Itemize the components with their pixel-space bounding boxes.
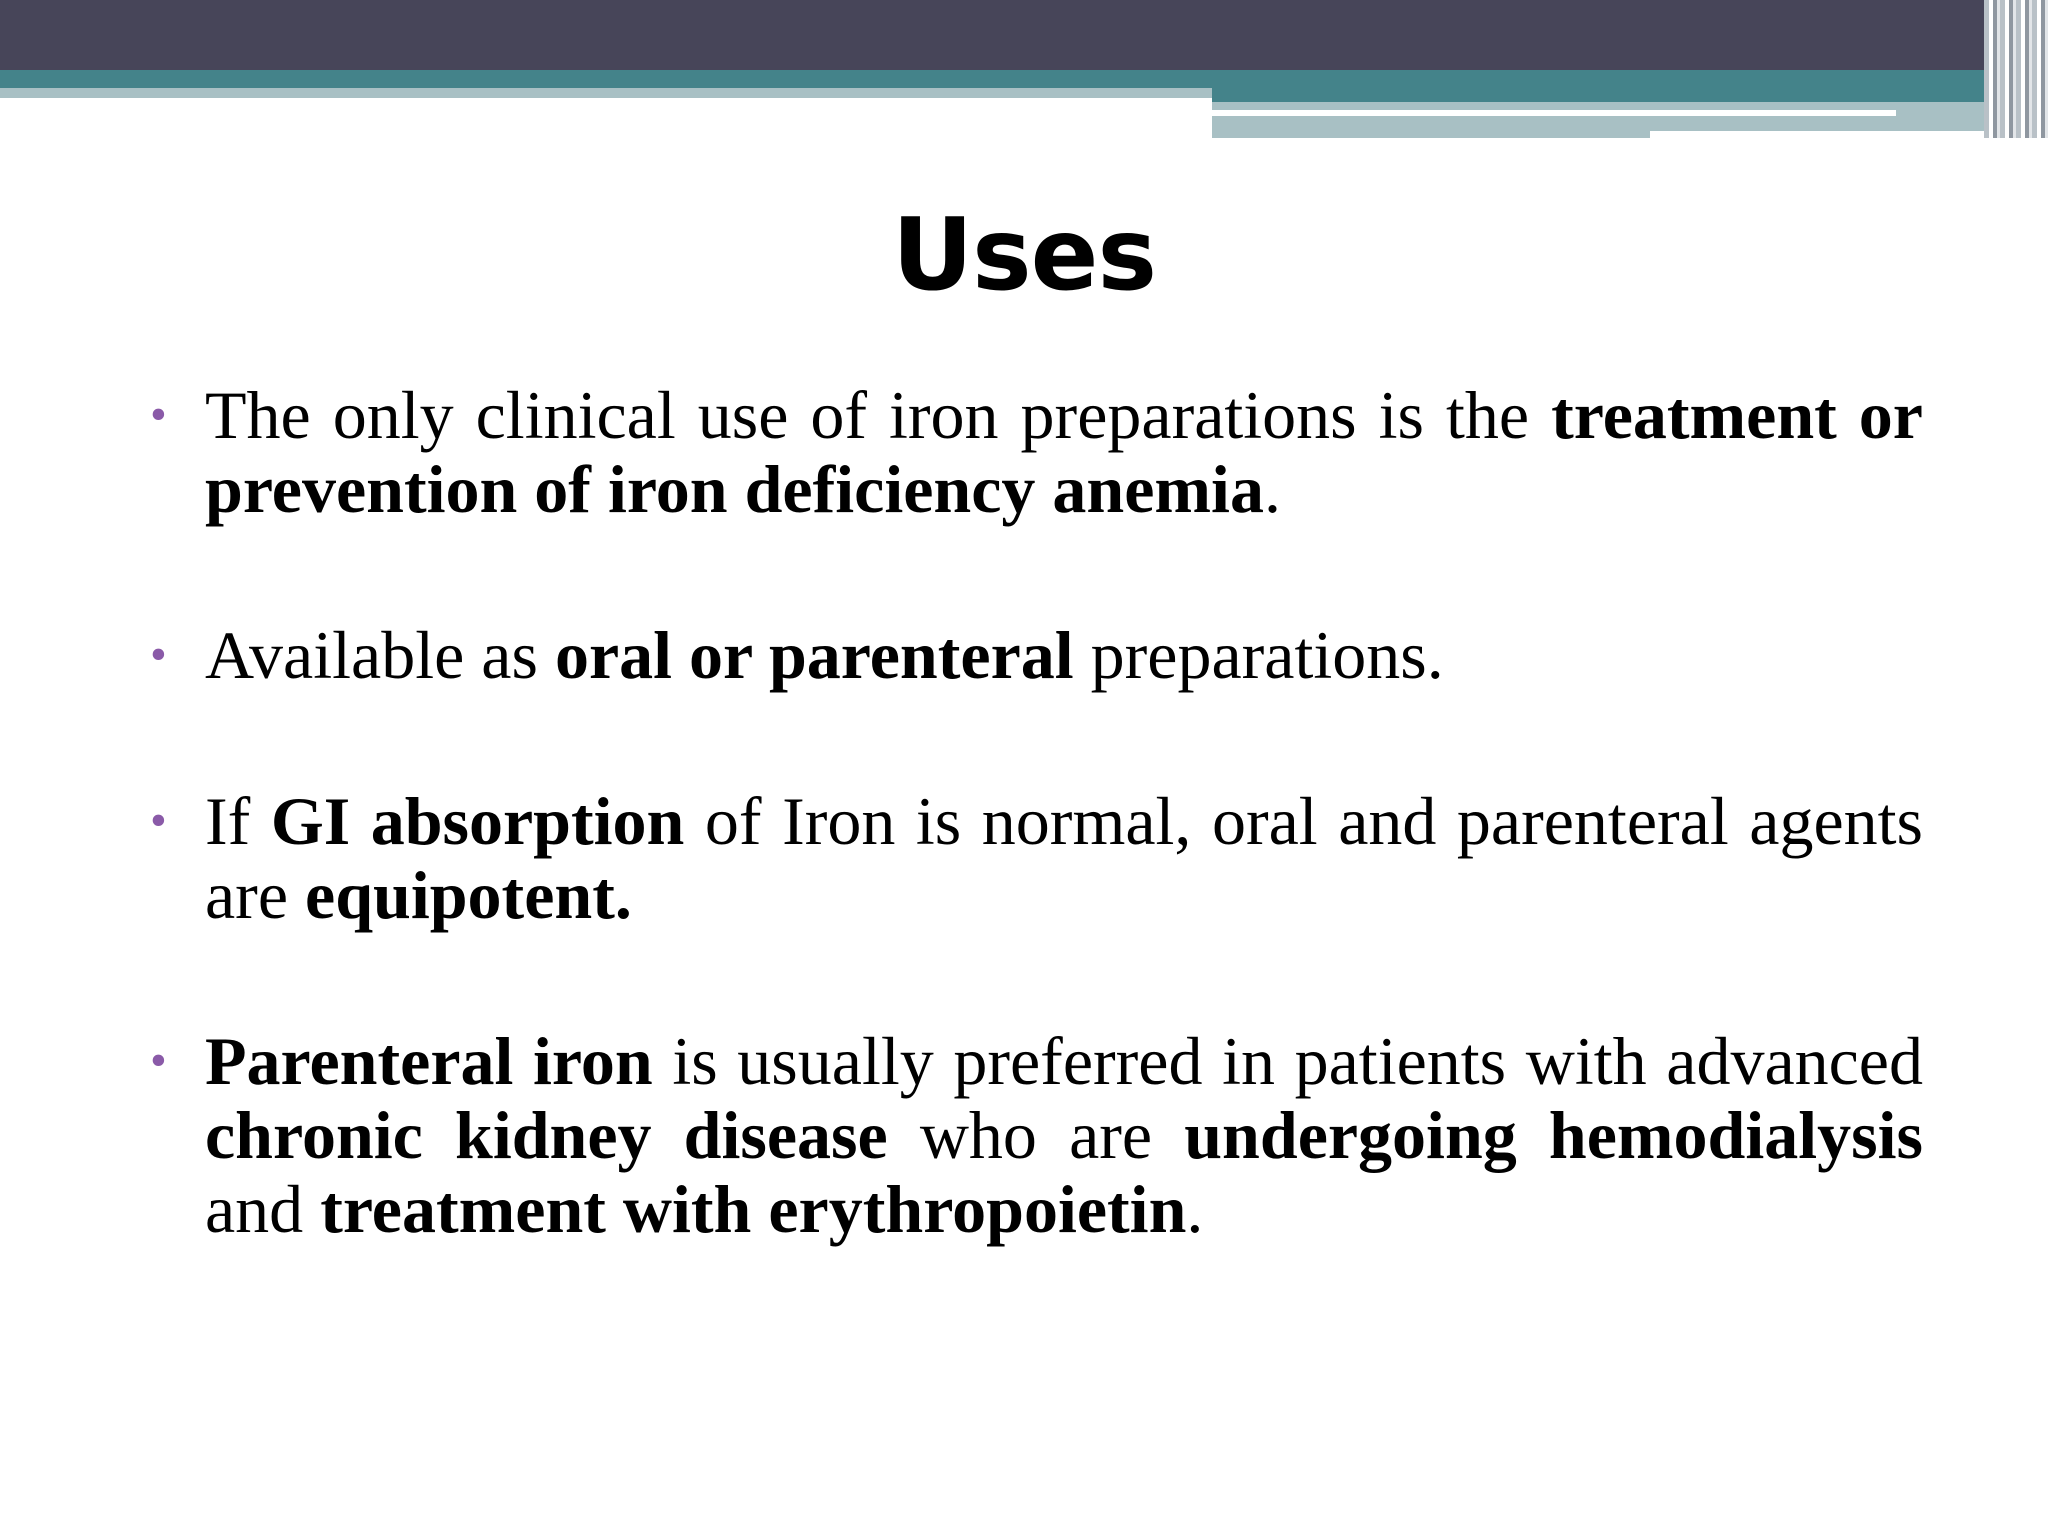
- bullet-item: [150, 783, 1923, 933]
- header-stripes-decoration: [1984, 0, 2048, 138]
- header-teal-bar-right: [1212, 88, 2048, 102]
- bullet-text: The only clinical use of iron preparations is the: [205, 377, 1552, 453]
- bullet-text-bold: oral or parenteral: [554, 617, 1074, 693]
- header-light-bar-left: [0, 88, 1212, 98]
- slide-title: Uses: [891, 196, 1157, 313]
- bullet-dot-icon: •: [150, 388, 167, 441]
- bullet-text-bold: Parenteral iron: [205, 1023, 653, 1099]
- bullet-text: preparations.: [1073, 617, 1444, 693]
- bullet-item: [150, 1023, 1923, 1247]
- bullet-dot-icon: •: [150, 1034, 167, 1087]
- header-teal-bar: [0, 70, 2048, 88]
- bullet-text-bold: undergoing hemodialysis: [1184, 1097, 1923, 1173]
- bullet-text: .: [1186, 1171, 1204, 1247]
- bullet-dot-icon: •: [150, 628, 167, 681]
- header-dark-bar: [0, 0, 2048, 70]
- bullet-text: of Iron is normal, oral and parenteral agents are: [205, 783, 1923, 933]
- bullet-text: .: [1263, 451, 1281, 527]
- bullet-item: [150, 617, 1923, 693]
- bullet-text: who are: [887, 1097, 1185, 1173]
- bullet-text-bold: chronic kidney disease: [205, 1097, 888, 1173]
- bullet-text: If: [205, 783, 271, 859]
- bullet-item: [150, 377, 1923, 527]
- bullet-text-bold: GI absorption: [270, 783, 685, 859]
- bullet-text: and: [205, 1171, 321, 1247]
- header-accent-line: [1212, 110, 1896, 116]
- bullet-text-bold: equipotent.: [305, 857, 632, 933]
- bullet-text-bold: treatment with erythropoietin: [320, 1171, 1187, 1247]
- bullet-list: [150, 377, 1923, 1247]
- bullet-text: is usually preferred in patients with advanced: [652, 1023, 1923, 1099]
- bullet-dot-icon: •: [150, 794, 167, 847]
- bullet-text-bold: treatment or prevention of iron deficiency anemia: [205, 377, 1923, 527]
- bullet-text: Available as: [205, 617, 555, 693]
